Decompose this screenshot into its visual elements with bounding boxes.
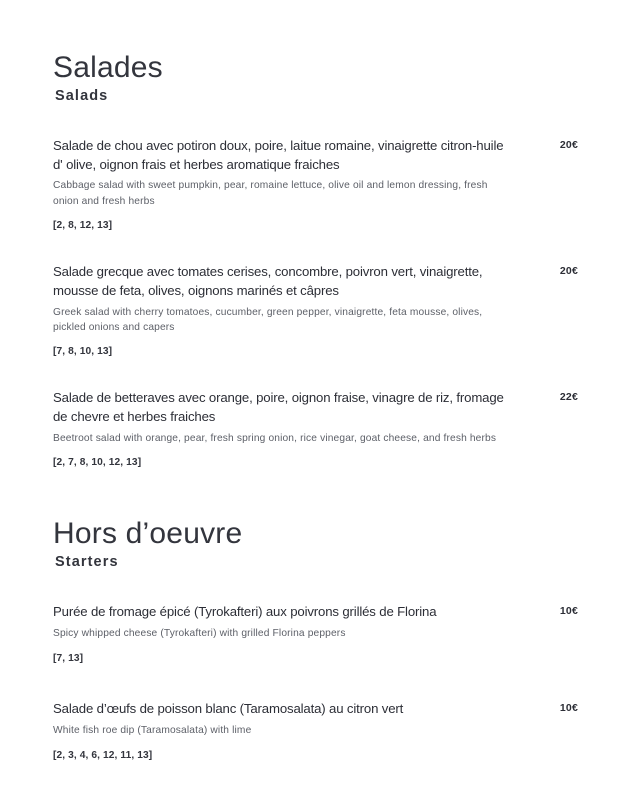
menu-item-price: 10€ [559, 605, 578, 617]
menu-item [53, 700, 578, 761]
menu-item-price: 10€ [559, 702, 578, 715]
menu-item-description: White fish roe dip (Taramosalata) with lime [53, 724, 252, 736]
section-subtitle-salades: Salads [55, 87, 109, 104]
menu-item [53, 137, 578, 231]
section-header-salades [53, 52, 163, 104]
menu-item [53, 263, 578, 357]
menu-item-allergens: [2, 8, 12, 13] [53, 220, 113, 232]
menu-item-price: 20€ [559, 265, 578, 278]
menu-item-name: Salade grecque avec tomates cerises, concombre, poivron vert, vinaigrette, mousse de feta, olives, oignons marinés et câpres [53, 264, 483, 298]
menu-item-description: Cabbage salad with sweet pumpkin, pear, romaine lettuce, olive oil and lemon dressing, fresh onion and fresh herbs [53, 180, 488, 207]
menu-item-allergens: [7, 13] [53, 653, 84, 665]
menu-item [53, 389, 578, 468]
menu-item-price: 20€ [559, 139, 578, 151]
section-subtitle-hors-doeuvre: Starters [55, 553, 119, 570]
menu-item-name: Purée de fromage épicé (Tyrokafteri) aux poivrons grillés de Florina [53, 604, 437, 619]
menu-item-name: Salade de chou avec potiron doux, poire, laitue romaine, vinaigrette citron-huile d' olive, oignon frais et herbes aromatique fraiches [53, 138, 504, 172]
section-header-hors-doeuvre [53, 518, 242, 570]
menu-item-allergens: [2, 3, 4, 6, 12, 11, 13] [53, 750, 153, 762]
menu-item-price: 22€ [559, 391, 578, 404]
section-title-salades: Salades [53, 51, 163, 84]
menu-item-description: Greek salad with cherry tomatoes, cucumber, green pepper, vinaigrette, feta mousse, olives, pickled onions and capers [53, 306, 483, 333]
menu-item [53, 603, 578, 664]
menu-item-description: Spicy whipped cheese (Tyrokafteri) with grilled Florina peppers [53, 627, 346, 639]
menu-item-name: Salade de betteraves avec orange, poire, oignon fraise, vinagre de riz, fromage de chevre et herbes fraiches [53, 390, 504, 424]
menu-item-allergens: [7, 8, 10, 13] [53, 346, 113, 358]
menu-item-description: Beetroot salad with orange, pear, fresh spring onion, rice vinegar, goat cheese, and fresh herbs [53, 432, 497, 444]
menu-item-allergens: [2, 7, 8, 10, 12, 13] [53, 456, 142, 468]
menu-item-list-salades [53, 137, 578, 468]
section-title-hors-doeuvre: Hors d’oeuvre [53, 517, 243, 550]
menu-item-list-hors-doeuvre [53, 603, 578, 761]
menu-item-name: Salade d’œufs de poisson blanc (Taramosalata) au citron vert [53, 701, 404, 717]
